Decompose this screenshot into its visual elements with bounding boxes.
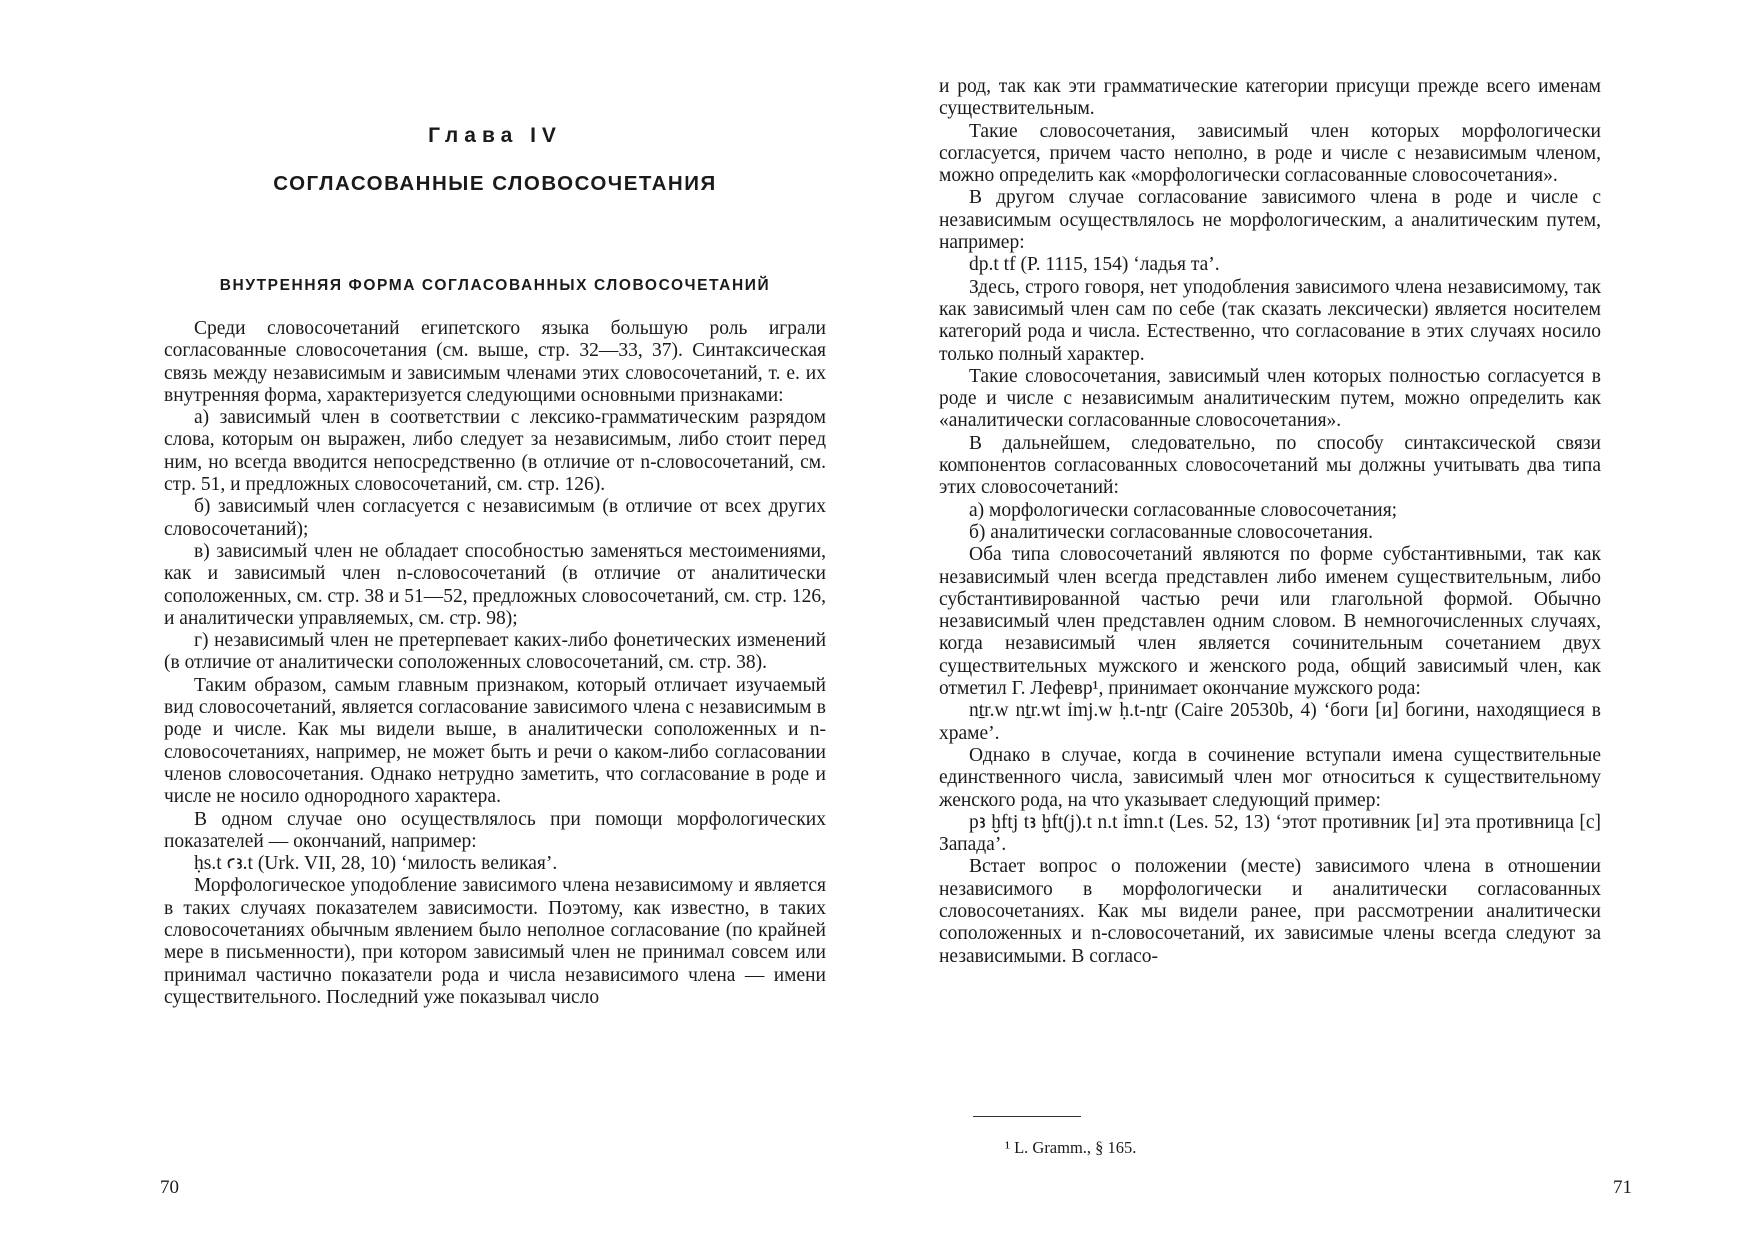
paragraph: Встает вопрос о положении (месте) зависимого члена в отношении независимого в морфологически и аналитически согласованных словосочетаниях. Как мы видели ранее, при рассмотрении аналитически соположенных и n-словосочетаний, их зависимые члены всегда следуют за независимыми. В согласо- bbox=[939, 856, 1601, 967]
paragraph: Такие словосочетания, зависимый член которых полностью согласуется в роде и числе с независимым аналитическим путем, можно определить как «аналитически согласованные словосочетания». bbox=[939, 365, 1601, 432]
paragraph: и род, так как эти грамматические категории присущи прежде всего именам существительным. bbox=[939, 76, 1601, 120]
left-body-text bbox=[164, 318, 826, 1009]
footnote: ¹ L. Gramm., § 165. bbox=[1005, 1138, 1137, 1157]
paragraph: Однако в случае, когда в сочинение вступали имена существительные единственного числа, зависимый член мог относиться к существительному женского рода, на что указывает следующий пример: bbox=[939, 744, 1601, 811]
paragraph: В другом случае согласование зависимого члена в роде и числе с независимым осуществлялось не морфологическим, а аналитическим путем, например: bbox=[939, 187, 1601, 254]
list-item: г) независимый член не претерпевает каких-либо фонетических изменений (в отличие от аналитически соположенных словосочетаний, см. стр. 38). bbox=[164, 630, 826, 674]
example-line: dp.t tf (P. 1115, 154) ‘ладья та’. bbox=[969, 254, 1220, 276]
example-line: pꜣ ḫftj tꜣ ḫft(j).t n.t ỉmn.t (Les. 52, 13) ‘этот противник [и] эта противница [с] Запада’. bbox=[939, 811, 1601, 856]
paragraph: Таким образом, самым главным признаком, который отличает изучаемый вид словосочетаний, является согласование зависимого члена с независимым в роде и числе. Как мы видели выше, в аналитически соположенных и n-словосочетаниях, например, не может быть и речи о каком-либо согласовании членов словосочетания. Однако нетрудно заметить, что согласование в роде и числе не носило однородного характера. bbox=[164, 674, 826, 808]
page-number: 71 bbox=[1613, 1177, 1632, 1198]
right-body-text bbox=[939, 76, 1601, 968]
list-item: а) морфологически согласованные словосочетания; bbox=[969, 499, 1398, 521]
paragraph: В одном случае оно осуществлялось при помощи морфологических показателей — окончаний, например: bbox=[164, 808, 826, 852]
chapter-label: Глава IV bbox=[428, 124, 562, 147]
list-item: в) зависимый член не обладает способностью заменяться местоимениями, как и зависимый член n-словосочетаний (в отличие от аналитически соположенных, см. стр. 38 и 51—52, предложных словосочетаний, см. стр. 126, и аналитически управляемых, см. стр. 98); bbox=[164, 540, 826, 629]
page-number: 70 bbox=[160, 1177, 179, 1198]
paragraph: В дальнейшем, следовательно, по способу синтаксической связи компонентов согласованных словосочетаний мы должны учитывать два типа этих словосочетаний: bbox=[939, 432, 1601, 499]
paragraph: Такие словосочетания, зависимый член которых морфологически согласуется, причем часто неполно, в роде и числе с независимым членом, можно определить как «морфологически согласованные словосочетания». bbox=[939, 120, 1601, 187]
example-line: ḥs.t ꜥꜣ.t (Urk. VII, 28, 10) ‘милость великая’. bbox=[194, 853, 558, 875]
list-item: а) зависимый член в соответствии с лексико-грамматическим разрядом слова, которым он выражен, либо следует за независимым, либо стоит перед ним, но всегда вводится непосредственно (в отличие от n-словосочетаний, см. стр. 51, и предложных словосочетаний, см. стр. 126). bbox=[164, 407, 826, 496]
example-line: nṯr.w nṯr.wt ỉmj.w ḥ.t-nṯr (Caire 20530b, 4) ‘боги [и] богини, находящиеся в храме’. bbox=[939, 700, 1601, 744]
paragraph: Морфологическое уподобление зависимого члена независимому и является в таких случаях показателем зависимости. Поэтому, как известно, в таких словосочетаниях обычным явлением было неполное согласование (по крайней мере в письменности), при котором зависимый член не принимал совсем или принимал частично показатели рода и числа независимого члена — имени существительного. Последний уже показывал число bbox=[164, 875, 826, 1008]
footnote-divider bbox=[973, 1116, 1081, 1117]
paragraph: Здесь, строго говоря, нет уподобления зависимого члена независимому, так как зависимый член сам по себе (так сказать лексически) является носителем категорий рода и числа. Естественно, что согласование в этих случаях носило только полный характер. bbox=[939, 276, 1601, 365]
section-title: ВНУТРЕННЯЯ ФОРМА СОГЛАСОВАННЫХ СЛОВОСОЧЕТАНИЙ bbox=[219, 277, 771, 294]
chapter-title: СОГЛАСОВАННЫЕ СЛОВОСОЧЕТАНИЯ bbox=[273, 172, 717, 195]
list-item: б) аналитически согласованные словосочетания. bbox=[969, 521, 1373, 543]
paragraph: Оба типа словосочетаний являются по форме субстантивными, так как независимый член всегда представлен либо именем существительным, либо субстантивированной частью речи или глагольной формой. Обычно независимый член представлен одним словом. В немногочисленных случаях, когда независимый член является сочинительным сочетанием двух существительных мужского и женского рода, общий зависимый член, как отметил Г. Лефевр¹, принимает окончание мужского рода: bbox=[939, 544, 1601, 700]
list-item: б) зависимый член согласуется с независимым (в отличие от всех других словосочетаний); bbox=[164, 496, 826, 540]
right-page bbox=[877, 0, 1754, 1240]
paragraph: Среди словосочетаний египетского языка большую роль играли согласованные словосочетания (см. выше, стр. 32—33, 37). Синтаксическая связь между независимым и зависимым членами этих словосочетаний, т. е. их внутренняя форма, характеризуется следующими основными признаками: bbox=[164, 318, 826, 406]
